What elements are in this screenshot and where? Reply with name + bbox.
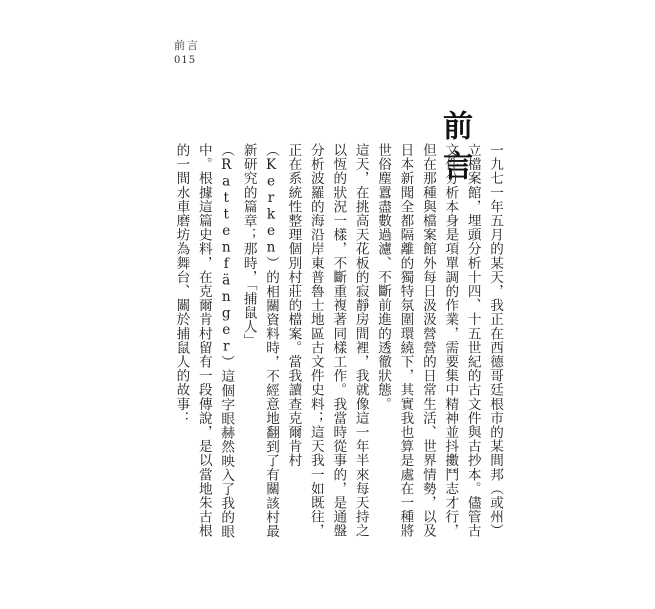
page-header — [174, 37, 200, 66]
running-title: 前言 — [174, 39, 200, 52]
chapter-title: 前言 — [437, 110, 472, 190]
page-number: 015 — [174, 55, 197, 66]
body-text — [170, 130, 506, 550]
paragraph: 這天，在挑高天花板的寂靜房間裡，我就像這一年半來每天持之以恆的狀況一樣，不斷重複著同樣工作。我當時從事的，是通盤分析波羅的海沿岸東普魯士地區古文件史料；這天我一如既往，正在系統性整理個別村莊的檔案。當我讀查克爾肯村（Kerken）的相關資料時，不經意地翻到了有關該村最新研究的篇章；那時，「捕鼠人」（Rattenfänger）這個字眼赫然映入了我的眼中。根據這篇史料，在克爾肯村留有一段傳說，是以當地朱古根的一間水車磨坊為舞台、關於捕鼠人的故事： — [173, 143, 369, 539]
paragraph: 一九七一年五月的某天，我正在西德哥廷根市的某間邦（或州）立檔案館，埋頭分析十四、十五世紀的古文件與古抄本。儘管古文件分析本身是項單調的作業，需要集中精神並抖擻鬥志才行，但在那種與檔案館外每日汲汲營營的日常生活、世界情勢，以及日本新聞全都隔離的獨特氛圍環繞下，其實我也算是處在一種將世俗塵囂盡數過濾、不斷前進的透徹狀態。 — [375, 143, 504, 538]
